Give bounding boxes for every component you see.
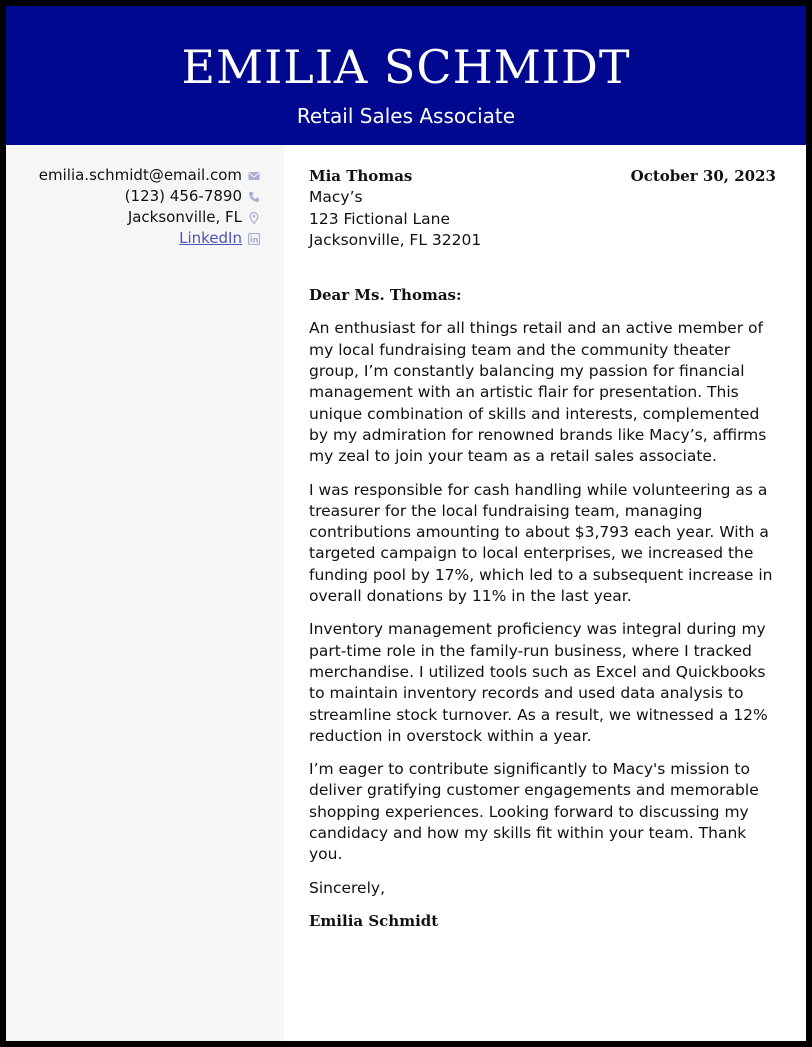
signature: Emilia Schmidt bbox=[309, 911, 439, 930]
body-paragraph: Inventory management proficiency was integral during my part-time role in the family-run business, where I tracked merchandise. I utilized tools such as Excel and Quickbooks to maintain inventory records and used data analysis to streamline stock turnover. As a result, we witnessed a 12% reduction in overstock within a year. bbox=[309, 620, 768, 745]
contact-info bbox=[39, 165, 260, 249]
email-text: emilia.schmidt@email.com bbox=[38, 166, 242, 184]
recipient-row bbox=[309, 166, 776, 187]
linkedin-link[interactable]: LinkedIn bbox=[179, 229, 242, 247]
body-paragraph: I’m eager to contribute significantly to Macy's mission to deliver gratifying customer engagements and memorable shopping experiences. Looking forward to discussing my candidacy and how my skills fit within your team. Thank you. bbox=[309, 760, 759, 864]
recipient-street: 123 Fictional Lane bbox=[309, 209, 451, 228]
contact-email bbox=[39, 165, 260, 186]
phone-icon bbox=[248, 191, 260, 203]
body-paragraph: I was responsible for cash handling while volunteering as a treasurer for the local fundraising team, managing contributions amounting to about $3,793 each year. With a targeted campaign to local enterprises, we increased the funding pool by 17%, which led to a subsequent increase in overall donations by 11% in the last year. bbox=[309, 480, 773, 606]
applicant-name: EMILIA SCHMIDT bbox=[181, 40, 631, 94]
salutation: Dear Ms. Thomas: bbox=[309, 286, 462, 305]
linkedin-icon bbox=[248, 233, 260, 245]
body-paragraph: An enthusiast for all things retail and an active member of my local fundraising team and the community theater group, I’m constantly balancing my passion for financial management with an artistic flair for presentation. This unique combination of skills and interests, complemented by my admiration for renowned brands like Macy’s, affirms my zeal to join your team as a retail sales associate. bbox=[309, 319, 767, 466]
envelope-icon bbox=[248, 170, 260, 182]
closing: Sincerely, bbox=[309, 878, 386, 897]
letter-date: October 30, 2023 bbox=[630, 167, 776, 185]
recipient-company: Macy’s bbox=[309, 188, 363, 207]
header-banner bbox=[6, 6, 806, 145]
letter-body bbox=[309, 166, 776, 932]
job-title: Retail Sales Associate bbox=[296, 104, 516, 128]
recipient-name: Mia Thomas bbox=[309, 167, 413, 185]
cover-letter-page bbox=[6, 6, 806, 1041]
recipient-city: Jacksonville, FL 32201 bbox=[309, 230, 482, 249]
contact-location bbox=[39, 207, 260, 228]
contact-linkedin bbox=[39, 228, 260, 249]
contact-phone bbox=[39, 186, 260, 207]
phone-text: (123) 456-7890 bbox=[124, 187, 242, 205]
sidebar bbox=[6, 145, 284, 1041]
location-text: Jacksonville, FL bbox=[127, 208, 242, 226]
location-pin-icon bbox=[248, 212, 260, 224]
